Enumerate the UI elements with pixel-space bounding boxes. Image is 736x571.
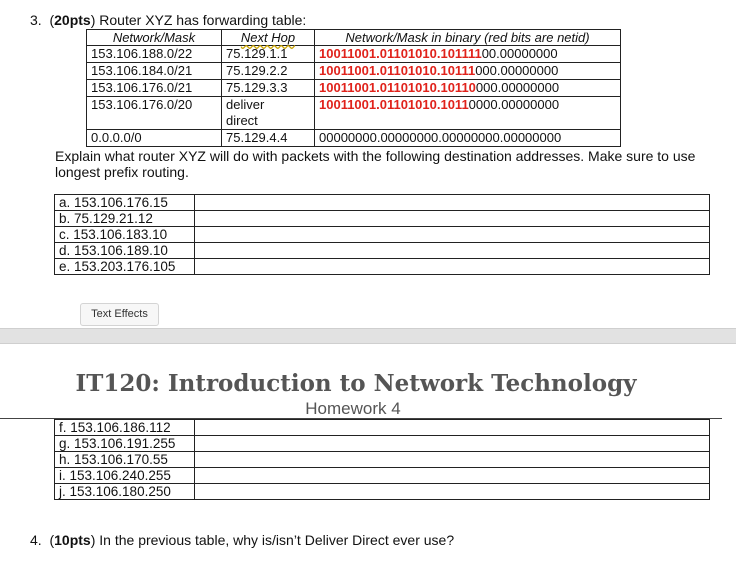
explain-text: Explain what router XYZ will do with packets with the following destination addresses. Make sure to use longest prefix routing. (55, 148, 696, 180)
answer-cell[interactable] (195, 211, 710, 227)
page-subtitle: Homework 4 (305, 399, 401, 418)
answer-cell[interactable] (195, 436, 710, 452)
table-row: d. 153.106.189.10 (55, 243, 710, 259)
table-row: 153.106.176.0/20 deliver 10011001.01101010.10110000.00000000 (87, 97, 621, 114)
answer-cell[interactable] (195, 420, 710, 436)
answer-cell[interactable] (195, 195, 710, 211)
header-next-hop: Next Hop (222, 30, 315, 46)
table-row: 153.106.188.0/22 75.129.1.1 10011001.01101010.10111100.00000000 (87, 46, 621, 63)
header-binary: Network/Mask in binary (red bits are netid) (315, 30, 621, 46)
table-row: i. 153.106.240.255 (55, 468, 710, 484)
header-network-mask: Network/Mask (87, 30, 222, 46)
answer-table-1 (54, 194, 710, 275)
answer-cell[interactable] (195, 484, 710, 500)
table-row: a. 153.106.176.15 (55, 195, 710, 211)
question-4-points: 10pts (54, 532, 91, 548)
table-row: c. 153.106.183.10 (55, 227, 710, 243)
page-break (0, 328, 736, 344)
table-row: h. 153.106.170.55 (55, 452, 710, 468)
answer-table-2 (54, 419, 710, 500)
table-row: b. 75.129.21.12 (55, 211, 710, 227)
question-4: 4. (10pts) In the previous table, why is/isn’t Deliver Direct ever use? (30, 532, 455, 548)
answer-cell[interactable] (195, 468, 710, 484)
table-row: 153.106.176.0/21 75.129.3.3 10011001.01101010.10110000.00000000 (87, 80, 621, 97)
page-title: IT120: Introduction to Network Technology (75, 370, 637, 397)
answer-cell[interactable] (195, 227, 710, 243)
text-effects-button[interactable]: Text Effects (80, 303, 159, 326)
answer-cell[interactable] (195, 243, 710, 259)
forwarding-table-header (87, 30, 621, 46)
table-row: j. 153.106.180.250 (55, 484, 710, 500)
table-row: g. 153.106.191.255 (55, 436, 710, 452)
question-3-points: 20pts (54, 12, 91, 28)
question-3-heading: 3. (20pts) Router XYZ has forwarding table: (30, 12, 307, 28)
table-row: f. 153.106.186.112 (55, 420, 710, 436)
answer-cell[interactable] (195, 259, 710, 275)
forwarding-table (86, 29, 621, 147)
table-row-continued: direct (87, 113, 621, 130)
table-row: 153.106.184.0/21 75.129.2.2 10011001.01101010.10111000.00000000 (87, 63, 621, 80)
table-row: e. 153.203.176.105 (55, 259, 710, 275)
table-row: 0.0.0.0/0 75.129.4.4 00000000.00000000.00000000.00000000 (87, 130, 621, 147)
answer-cell[interactable] (195, 452, 710, 468)
